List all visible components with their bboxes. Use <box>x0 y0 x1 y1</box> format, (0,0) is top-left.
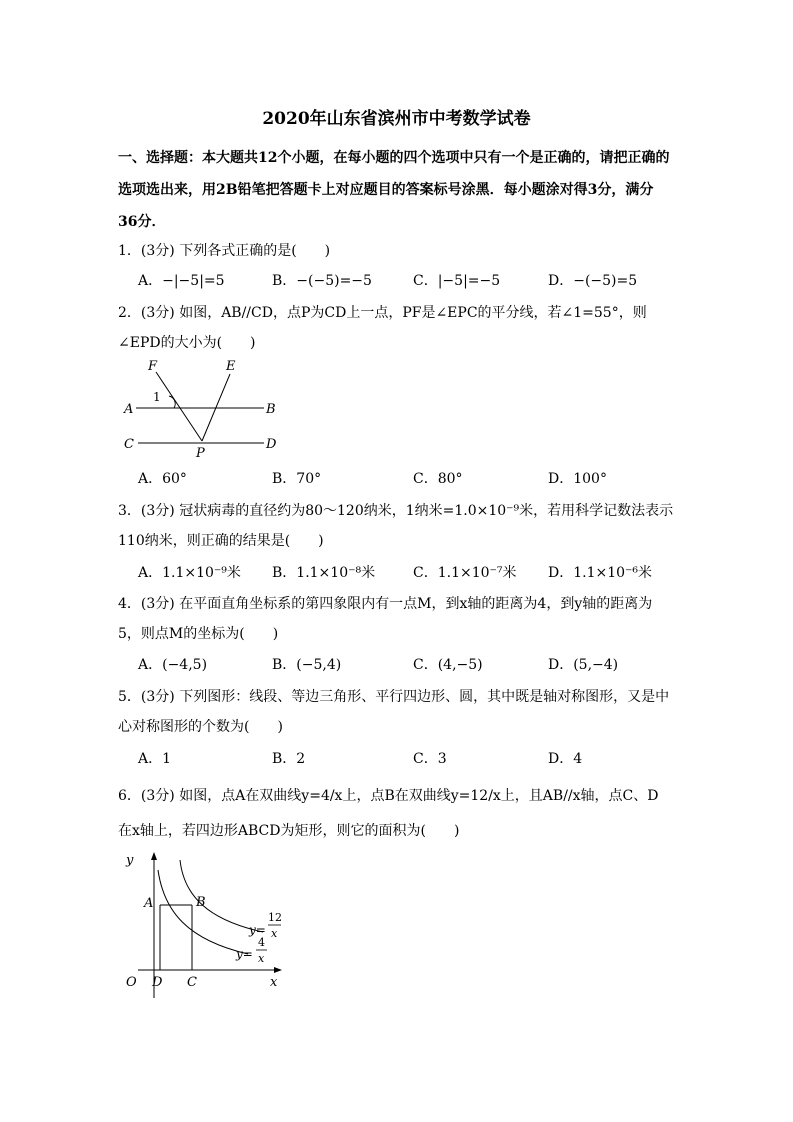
q5-option-c[interactable]: C．3 <box>413 751 447 767</box>
q2-option-d[interactable]: D．100° <box>548 471 607 487</box>
q6-label-b: B <box>196 895 206 910</box>
question-2-stem-line2: ∠EPD的大小为( ) <box>118 335 256 351</box>
question-1-stem: 1．(3分) 下列各式正确的是( ) <box>118 243 331 259</box>
q6-curve2-denominator: x <box>258 952 265 965</box>
page-title: 2020年山东省滨州市中考数学试卷 <box>262 109 531 129</box>
q3-option-b[interactable]: B．1.1×10⁻⁸米 <box>272 565 376 581</box>
q2-option-c[interactable]: C．80° <box>413 471 463 487</box>
question-6-stem-line2: 在x轴上，若四边形ABCD为矩形，则它的面积为( ) <box>118 823 460 839</box>
q4-option-b[interactable]: B．(−5,4) <box>272 657 342 673</box>
q3-option-a[interactable]: A．1.1×10⁻⁹米 <box>138 565 241 581</box>
q4-option-c[interactable]: C．(4,−5) <box>413 657 483 673</box>
q2-label-f: F <box>148 359 158 374</box>
q1-option-a[interactable]: A．−|−5|=5 <box>138 273 225 289</box>
q2-label-d: D <box>266 437 277 452</box>
q2-label-c: C <box>124 437 134 452</box>
q6-curve1-numerator: 12 <box>268 911 282 924</box>
q6-label-a: A <box>144 896 154 911</box>
q2-label-e: E <box>226 359 236 374</box>
q4-option-a[interactable]: A．(−4,5) <box>138 657 208 673</box>
question-4-stem-line2: 5，则点M的坐标为( ) <box>118 626 279 642</box>
section-instructions-line3: 36分． <box>118 214 166 230</box>
q6-curve1-denominator: x <box>271 927 278 940</box>
q6-curve1-lhs: y= <box>249 923 266 937</box>
q6-label-y-axis: y <box>126 853 134 868</box>
q6-label-d: D <box>152 975 163 990</box>
q4-option-d[interactable]: D．(5,−4) <box>548 657 619 673</box>
q6-label-c: C <box>187 975 197 990</box>
q1-option-b[interactable]: B．−(−5)=−5 <box>272 273 372 289</box>
q6-label-x-axis: x <box>270 975 278 990</box>
question-3-stem-line1: 3．(3分) 冠状病毒的直径约为80～120纳米，1纳米=1.0×10⁻⁹米，若用科学记数法表示 <box>118 503 674 519</box>
question-5-stem-line2: 心对称图形的个数为( ) <box>118 719 283 735</box>
q3-option-c[interactable]: C．1.1×10⁻⁷米 <box>413 565 517 581</box>
question-6-stem-line1: 6．(3分) 如图，点A在双曲线y=4/x上，点B在双曲线y=12/x上，且AB//x轴，点C、D <box>118 788 659 804</box>
question-2-stem-line1: 2．(3分) 如图，AB//CD，点P为CD上一点，PF是∠EPC的平分线，若∠1=55°，则 <box>118 305 647 321</box>
q5-option-a[interactable]: A．1 <box>138 751 172 767</box>
q2-option-a[interactable]: A．60° <box>138 471 187 487</box>
q6-label-origin: O <box>126 975 137 990</box>
q2-label-b: B <box>266 402 276 417</box>
q2-label-angle1: 1 <box>153 390 161 404</box>
q1-option-d[interactable]: D．−(−5)=5 <box>548 273 638 289</box>
question-4-stem-line1: 4．(3分) 在平面直角坐标系的第四象限内有一点M，到x轴的距离为4，到y轴的距离为 <box>118 596 653 612</box>
section-instructions-line2: 选项选出来，用2B铅笔把答题卡上对应题目的答案标号涂黑．每小题涂对得3分，满分 <box>118 182 654 198</box>
q5-option-b[interactable]: B．2 <box>272 751 306 767</box>
question-3-stem-line2: 110纳米，则正确的结果是( ) <box>118 533 324 549</box>
q3-option-d[interactable]: D．1.1×10⁻⁶米 <box>548 565 653 581</box>
section-instructions-line1: 一、选择题：本大题共12个小题，在每小题的四个选项中只有一个是正确的，请把正确的 <box>118 150 670 166</box>
q2-label-p: P <box>196 446 205 461</box>
q1-option-c[interactable]: C．|−5|=−5 <box>413 273 501 289</box>
q6-hyperbola-figure <box>118 848 293 1008</box>
q6-curve2-lhs: y= <box>236 947 253 961</box>
question-5-stem-line1: 5．(3分) 下列图形：线段、等边三角形、平行四边形、圆，其中既是轴对称图形，又是中 <box>118 689 670 705</box>
q6-curve2-numerator: 4 <box>258 936 265 949</box>
q2-label-a: A <box>124 402 134 417</box>
q5-option-d[interactable]: D．4 <box>548 751 583 767</box>
q2-option-b[interactable]: B．70° <box>272 471 322 487</box>
q2-parallel-lines-figure <box>118 352 288 464</box>
